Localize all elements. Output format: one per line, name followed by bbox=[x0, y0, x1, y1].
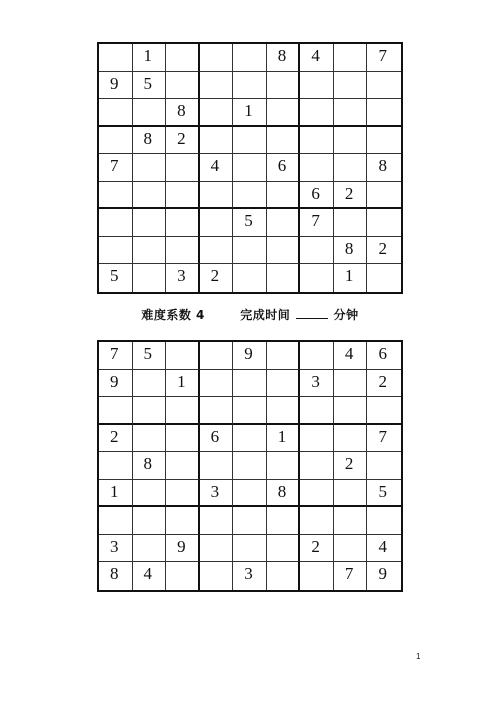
cell-digit: 5 bbox=[143, 344, 153, 363]
cell-digit: 8 bbox=[344, 238, 354, 258]
sudoku-cell bbox=[367, 342, 401, 370]
sudoku-cell bbox=[300, 72, 334, 100]
sudoku-cell bbox=[166, 99, 200, 127]
cell-digit: 3 bbox=[177, 266, 186, 286]
cell-digit: 1 bbox=[110, 481, 119, 501]
sudoku-cell bbox=[99, 237, 133, 265]
sudoku-cell bbox=[334, 507, 368, 535]
sudoku-cell bbox=[99, 342, 133, 370]
sudoku-cell bbox=[233, 562, 267, 590]
sudoku-cell bbox=[166, 507, 200, 535]
sudoku-cell bbox=[334, 480, 368, 508]
sudoku-cell bbox=[300, 154, 334, 182]
difficulty-value: 4 bbox=[196, 308, 205, 322]
cell-digit: 2 bbox=[378, 238, 387, 258]
sudoku-cell bbox=[99, 535, 133, 563]
sudoku-cell bbox=[200, 397, 234, 425]
sudoku-cell bbox=[133, 237, 167, 265]
sudoku-cell bbox=[334, 370, 368, 398]
sudoku-cell bbox=[233, 182, 267, 210]
sudoku-cell bbox=[300, 507, 334, 535]
sudoku-cell bbox=[133, 397, 167, 425]
sudoku-cell bbox=[233, 209, 267, 237]
sudoku-cell bbox=[367, 154, 401, 182]
sudoku-cell bbox=[267, 480, 301, 508]
sudoku-grid-1 bbox=[97, 42, 403, 294]
cell-digit: 1 bbox=[177, 371, 186, 391]
cell-digit: 7 bbox=[344, 564, 354, 584]
sudoku-cell bbox=[133, 264, 167, 292]
cell-digit: 1 bbox=[143, 46, 153, 65]
sudoku-cell bbox=[200, 480, 234, 508]
sudoku-cell bbox=[233, 264, 267, 292]
sudoku-cell bbox=[367, 562, 401, 590]
sudoku-cell bbox=[334, 535, 368, 563]
sudoku-cell bbox=[166, 342, 200, 370]
sudoku-cell bbox=[166, 72, 200, 100]
sudoku-cell bbox=[99, 72, 133, 100]
sudoku-cell bbox=[233, 154, 267, 182]
cell-digit: 9 bbox=[177, 536, 186, 556]
sudoku-cell bbox=[233, 452, 267, 480]
sudoku-cell bbox=[300, 99, 334, 127]
sudoku-cell bbox=[133, 507, 167, 535]
sudoku-cell bbox=[99, 264, 133, 292]
sudoku-cell bbox=[267, 99, 301, 127]
sudoku-cell bbox=[166, 44, 200, 72]
difficulty-caption bbox=[0, 306, 500, 323]
sudoku-cell bbox=[133, 535, 167, 563]
sudoku-cell bbox=[133, 127, 167, 155]
cell-digit: 7 bbox=[378, 46, 387, 65]
sudoku-cell bbox=[334, 99, 368, 127]
sudoku-cell bbox=[166, 264, 200, 292]
sudoku-cell bbox=[233, 237, 267, 265]
cell-digit: 8 bbox=[143, 128, 153, 148]
sudoku-cell bbox=[166, 237, 200, 265]
sudoku-cell bbox=[233, 480, 267, 508]
sudoku-cell bbox=[200, 507, 234, 535]
cell-digit: 7 bbox=[378, 426, 387, 446]
sudoku-cell bbox=[99, 480, 133, 508]
sudoku-cell bbox=[133, 370, 167, 398]
sudoku-cell bbox=[267, 127, 301, 155]
sudoku-cell bbox=[166, 425, 200, 453]
sudoku-cell bbox=[267, 370, 301, 398]
sudoku-cell bbox=[133, 452, 167, 480]
sudoku-cell bbox=[233, 342, 267, 370]
sudoku-cell bbox=[133, 562, 167, 590]
sudoku-cell bbox=[334, 182, 368, 210]
sudoku-cell bbox=[99, 452, 133, 480]
cell-digit: 2 bbox=[210, 266, 220, 286]
sudoku-cell bbox=[200, 237, 234, 265]
cell-digit: 2 bbox=[110, 426, 119, 446]
sudoku-cell bbox=[300, 397, 334, 425]
sudoku-cell bbox=[334, 397, 368, 425]
sudoku-cell bbox=[300, 452, 334, 480]
sudoku-cell bbox=[166, 452, 200, 480]
cell-digit: 7 bbox=[110, 344, 119, 363]
sudoku-cell bbox=[166, 370, 200, 398]
sudoku-cell bbox=[166, 154, 200, 182]
sudoku-cell bbox=[200, 562, 234, 590]
sudoku-cell bbox=[334, 562, 368, 590]
sudoku-cell bbox=[267, 44, 301, 72]
cell-digit: 5 bbox=[143, 73, 153, 93]
sudoku-cell bbox=[200, 425, 234, 453]
cell-digit: 3 bbox=[110, 536, 119, 556]
cell-digit: 1 bbox=[244, 101, 253, 121]
cell-digit: 8 bbox=[277, 46, 287, 65]
sudoku-cell bbox=[99, 209, 133, 237]
sudoku-cell bbox=[300, 44, 334, 72]
sudoku-cell bbox=[267, 72, 301, 100]
cell-digit: 4 bbox=[210, 156, 220, 176]
sudoku-cell bbox=[200, 535, 234, 563]
sudoku-cell bbox=[267, 397, 301, 425]
cell-digit: 2 bbox=[311, 536, 320, 556]
sudoku-cell bbox=[99, 44, 133, 72]
sudoku-cell bbox=[367, 182, 401, 210]
sudoku-cell bbox=[300, 480, 334, 508]
sudoku-cell bbox=[267, 237, 301, 265]
sudoku-cell bbox=[133, 342, 167, 370]
sudoku-cell bbox=[334, 264, 368, 292]
cell-digit: 4 bbox=[311, 46, 320, 65]
cell-digit: 6 bbox=[210, 426, 220, 446]
sudoku-cell bbox=[200, 72, 234, 100]
sudoku-cell bbox=[99, 507, 133, 535]
sudoku-cell bbox=[133, 99, 167, 127]
cell-digit: 6 bbox=[277, 156, 287, 176]
sudoku-cell bbox=[367, 425, 401, 453]
sudoku-cell bbox=[300, 237, 334, 265]
sudoku-cell bbox=[334, 72, 368, 100]
difficulty-label: 难度系数 bbox=[141, 308, 192, 322]
cell-digit: 1 bbox=[344, 266, 354, 286]
sudoku-cell bbox=[233, 99, 267, 127]
sudoku-cell bbox=[166, 480, 200, 508]
sudoku-cell bbox=[367, 127, 401, 155]
sudoku-cell bbox=[300, 535, 334, 563]
cell-digit: 6 bbox=[378, 344, 387, 363]
sudoku-cell bbox=[166, 397, 200, 425]
sudoku-cell bbox=[267, 452, 301, 480]
sudoku-cell bbox=[233, 370, 267, 398]
time-unit: 分钟 bbox=[333, 308, 359, 322]
sudoku-cell bbox=[267, 535, 301, 563]
sudoku-cell bbox=[99, 127, 133, 155]
sudoku-cell bbox=[99, 99, 133, 127]
sudoku-cell bbox=[133, 44, 167, 72]
sudoku-cell bbox=[267, 342, 301, 370]
sudoku-cell bbox=[99, 154, 133, 182]
sudoku-cell bbox=[267, 264, 301, 292]
cell-digit: 7 bbox=[311, 211, 320, 231]
cell-digit: 5 bbox=[110, 266, 119, 286]
cell-digit: 1 bbox=[277, 426, 287, 446]
sudoku-cell bbox=[233, 535, 267, 563]
time-label: 完成时间 bbox=[240, 308, 291, 322]
sudoku-cell bbox=[367, 397, 401, 425]
sudoku-cell bbox=[133, 209, 167, 237]
cell-digit: 9 bbox=[378, 564, 387, 584]
sudoku-cell bbox=[200, 370, 234, 398]
sudoku-cell bbox=[367, 535, 401, 563]
cell-digit: 3 bbox=[244, 564, 253, 584]
sudoku-cell bbox=[200, 209, 234, 237]
sudoku-cell bbox=[334, 452, 368, 480]
sudoku-cell bbox=[99, 397, 133, 425]
cell-digit: 9 bbox=[110, 371, 119, 391]
cell-digit: 5 bbox=[378, 481, 387, 501]
sudoku-cell bbox=[367, 99, 401, 127]
cell-digit: 6 bbox=[311, 183, 320, 203]
sudoku-cell bbox=[200, 44, 234, 72]
sudoku-cell bbox=[166, 535, 200, 563]
sudoku-cell bbox=[166, 209, 200, 237]
sudoku-cell bbox=[300, 127, 334, 155]
cell-digit: 5 bbox=[244, 211, 253, 231]
sudoku-cell bbox=[166, 182, 200, 210]
sudoku-cell bbox=[367, 72, 401, 100]
cell-digit: 4 bbox=[344, 344, 354, 363]
time-blank-line bbox=[296, 308, 328, 319]
cell-digit: 4 bbox=[378, 536, 387, 556]
sudoku-cell bbox=[99, 562, 133, 590]
cell-digit: 4 bbox=[143, 564, 153, 584]
sudoku-cell bbox=[300, 370, 334, 398]
sudoku-cell bbox=[367, 264, 401, 292]
sudoku-cell bbox=[99, 425, 133, 453]
sudoku-cell bbox=[300, 562, 334, 590]
sudoku-cell bbox=[233, 72, 267, 100]
cell-digit: 2 bbox=[344, 183, 354, 203]
sudoku-cell bbox=[334, 44, 368, 72]
cell-digit: 8 bbox=[143, 454, 153, 474]
sudoku-cell bbox=[367, 507, 401, 535]
cell-digit: 2 bbox=[378, 371, 387, 391]
sudoku-cell bbox=[334, 209, 368, 237]
sudoku-cell bbox=[200, 342, 234, 370]
cell-digit: 2 bbox=[177, 128, 186, 148]
sudoku-cell bbox=[267, 154, 301, 182]
sudoku-cell bbox=[166, 127, 200, 155]
sudoku-cell bbox=[233, 127, 267, 155]
cell-digit: 8 bbox=[110, 564, 119, 584]
cell-digit: 2 bbox=[344, 454, 354, 474]
sudoku-cell bbox=[166, 562, 200, 590]
sudoku-cell bbox=[367, 209, 401, 237]
sudoku-cell bbox=[300, 209, 334, 237]
sudoku-cell bbox=[267, 209, 301, 237]
sudoku-cell bbox=[267, 182, 301, 210]
cell-digit: 9 bbox=[110, 73, 119, 93]
cell-digit: 7 bbox=[110, 156, 119, 176]
sudoku-cell bbox=[99, 370, 133, 398]
sudoku-cell bbox=[367, 44, 401, 72]
sudoku-cell bbox=[133, 72, 167, 100]
sudoku-cell bbox=[233, 507, 267, 535]
cell-digit: 8 bbox=[277, 481, 287, 501]
sudoku-cell bbox=[334, 154, 368, 182]
sudoku-cell bbox=[300, 182, 334, 210]
sudoku-cell bbox=[334, 425, 368, 453]
sudoku-cell bbox=[133, 480, 167, 508]
sudoku-cell bbox=[133, 182, 167, 210]
sudoku-cell bbox=[300, 342, 334, 370]
sudoku-cell bbox=[200, 452, 234, 480]
cell-digit: 8 bbox=[177, 101, 186, 121]
cell-digit: 3 bbox=[311, 371, 320, 391]
sudoku-grid-2 bbox=[97, 340, 403, 592]
sudoku-cell bbox=[200, 154, 234, 182]
sudoku-cell bbox=[367, 237, 401, 265]
cell-digit: 9 bbox=[244, 344, 253, 363]
sudoku-cell bbox=[233, 425, 267, 453]
sudoku-cell bbox=[300, 425, 334, 453]
sudoku-cell bbox=[267, 507, 301, 535]
sudoku-cell bbox=[200, 127, 234, 155]
sudoku-cell bbox=[200, 99, 234, 127]
sudoku-cell bbox=[133, 154, 167, 182]
sudoku-cell bbox=[367, 480, 401, 508]
sudoku-cell bbox=[233, 397, 267, 425]
sudoku-cell bbox=[367, 452, 401, 480]
sudoku-cell bbox=[334, 237, 368, 265]
sudoku-cell bbox=[300, 264, 334, 292]
sudoku-cell bbox=[200, 264, 234, 292]
sudoku-cell bbox=[99, 182, 133, 210]
cell-digit: 8 bbox=[378, 156, 387, 176]
sudoku-cell bbox=[200, 182, 234, 210]
cell-digit: 3 bbox=[210, 481, 220, 501]
sudoku-cell bbox=[267, 425, 301, 453]
sudoku-cell bbox=[334, 342, 368, 370]
sudoku-cell bbox=[133, 425, 167, 453]
sudoku-cell bbox=[367, 370, 401, 398]
sudoku-cell bbox=[267, 562, 301, 590]
sudoku-cell bbox=[233, 44, 267, 72]
sudoku-cell bbox=[334, 127, 368, 155]
page-number: 1 bbox=[416, 652, 421, 661]
